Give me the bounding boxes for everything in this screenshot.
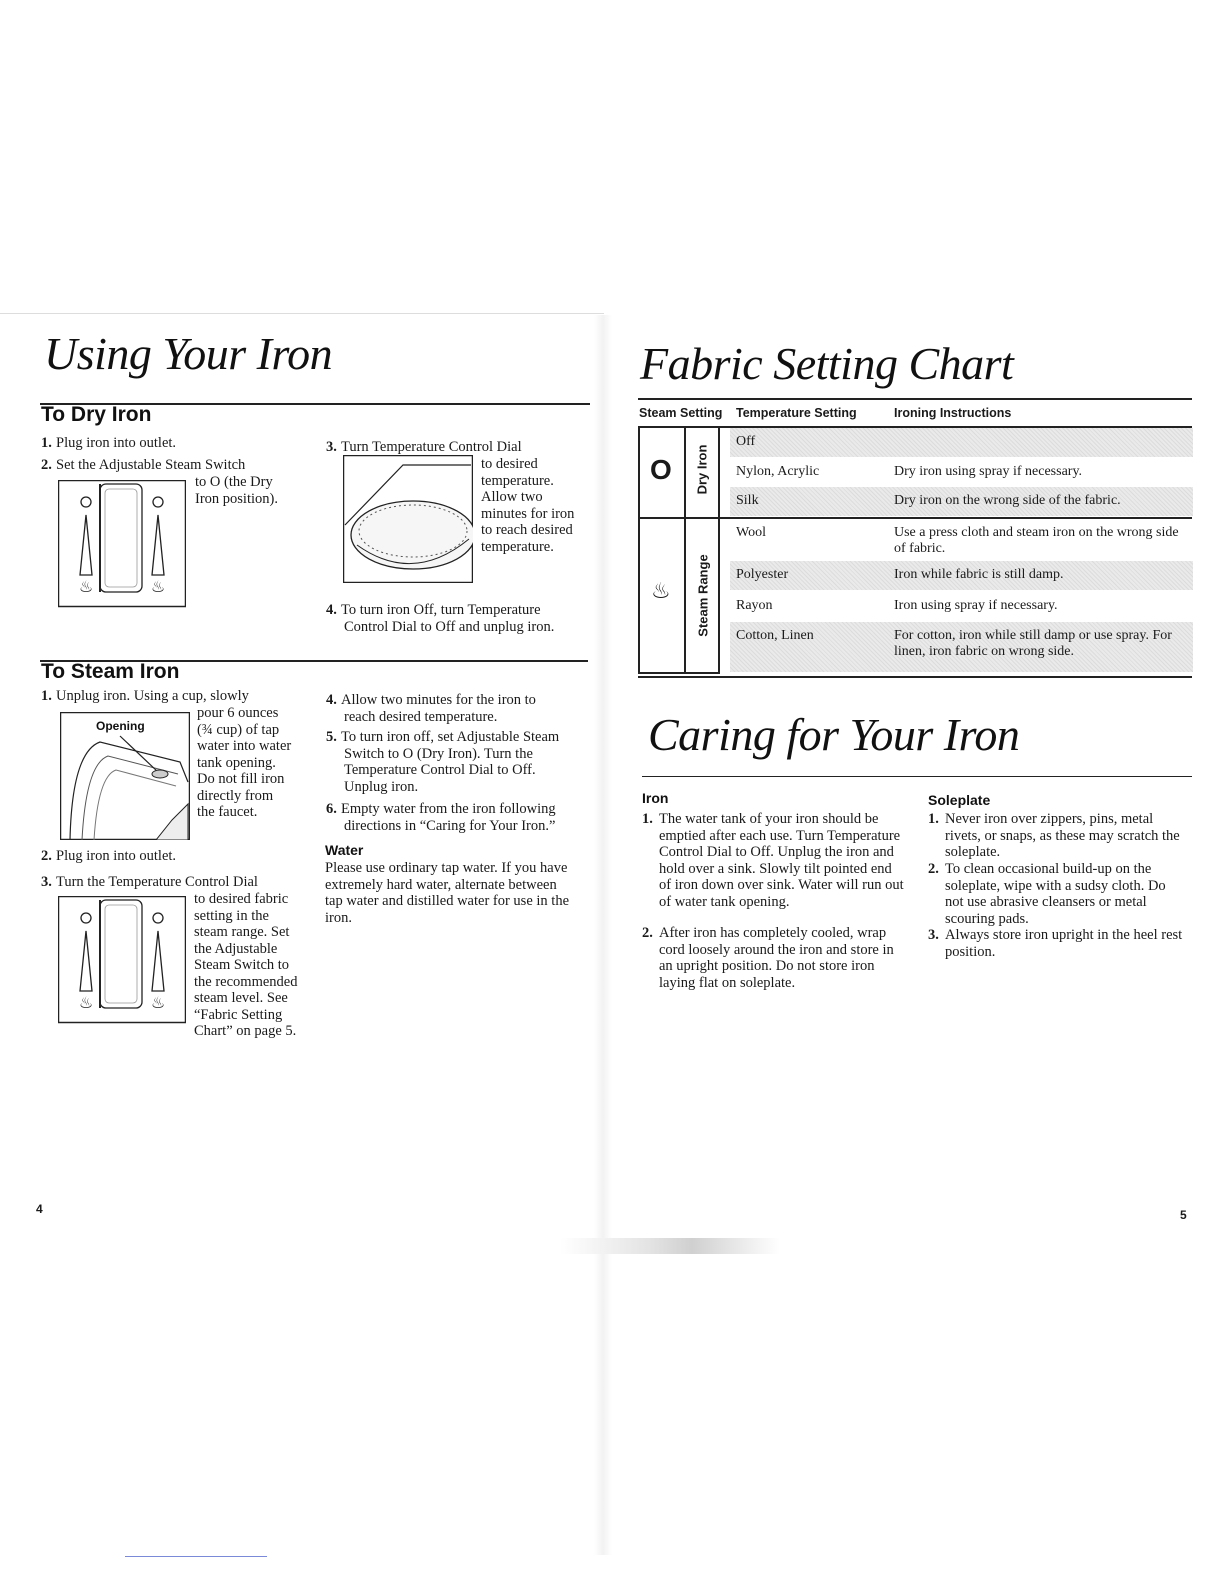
step-number: 1. xyxy=(41,688,52,704)
heading-to-dry-iron: To Dry Iron xyxy=(41,403,152,426)
step-text: Empty water from the iron following xyxy=(341,801,556,817)
steam-step-1 xyxy=(41,688,249,705)
instruction-text: Dry iron on the wrong side of the fabric. xyxy=(894,493,1121,508)
dry-step-2-cont xyxy=(195,474,278,507)
steam-switch-dry-diagram xyxy=(58,480,186,608)
fabric-label: Cotton, Linen xyxy=(736,628,814,643)
step-text-line: Control Dial to Off and unplug iron. xyxy=(344,618,555,635)
step-text-line: to desired xyxy=(481,456,538,472)
step-number: 4. xyxy=(326,602,337,618)
iron-care-step-1 xyxy=(642,811,904,910)
step-text-line: the recommended xyxy=(194,973,298,990)
step-text-line: to O (the Dry xyxy=(195,474,273,490)
step-text-line: the Adjustable xyxy=(194,940,278,957)
step-number: 3. xyxy=(928,927,939,943)
step-text: Always store iron upright in the heel rest position. xyxy=(945,927,1183,960)
step-text: To turn iron off, set Adjustable Steam xyxy=(341,729,560,745)
fabric-label: Rayon xyxy=(736,598,773,613)
bottom-shadow xyxy=(560,1238,780,1254)
page-title-fabric-setting-chart: Fabric Setting Chart xyxy=(640,338,1014,389)
step-text-line: (¾ cup) of tap xyxy=(197,721,280,738)
bottom-line xyxy=(125,1556,267,1557)
page-number-right: 5 xyxy=(1180,1208,1187,1222)
steam-step-6 xyxy=(326,801,556,834)
dry-step-4 xyxy=(326,602,554,635)
step-text-line: Temperature Control Dial to Off. xyxy=(344,762,536,778)
fabric-label: Off xyxy=(736,434,756,449)
header-temperature-setting: Temperature Setting xyxy=(736,406,857,420)
opening-label: Opening xyxy=(96,719,145,733)
step-number: 2. xyxy=(41,848,52,864)
steam-step-3-cont xyxy=(194,891,297,1040)
dry-symbol: O xyxy=(650,454,672,485)
instruction-text: Dry iron using spray if necessary. xyxy=(894,464,1083,479)
spine-shadow xyxy=(594,315,612,1555)
step-number: 1. xyxy=(928,811,939,827)
page-shadow-left xyxy=(0,313,604,314)
step-text-line: tank opening. xyxy=(197,754,276,771)
steam-step-5 xyxy=(326,729,559,795)
step-text-line: Switch to O (Dry Iron). Turn the xyxy=(344,745,533,762)
header-steam-setting: Steam Setting xyxy=(639,406,723,420)
svg-text:♨: ♨ xyxy=(150,579,166,596)
step-text: Unplug iron. Using a cup, slowly xyxy=(56,688,249,704)
fabric-label: Polyester xyxy=(736,567,789,582)
step-text-line: the faucet. xyxy=(197,804,258,820)
fabric-label: Wool xyxy=(736,525,766,540)
step-text-line: “Fabric Setting xyxy=(194,1006,283,1023)
iron-care-step-2 xyxy=(642,925,904,991)
heading-to-steam-iron: To Steam Iron xyxy=(41,660,180,683)
temperature-dial-diagram xyxy=(343,455,473,583)
fabric-label: Silk xyxy=(736,493,759,508)
step-text-line: to reach desired xyxy=(481,522,573,538)
step-text-line: Allow two xyxy=(481,489,543,505)
chart-row-rayon xyxy=(730,592,1193,621)
step-text-line: directions in “Caring for Your Iron.” xyxy=(344,817,556,834)
page-number-left: 4 xyxy=(36,1202,43,1216)
step-text-line: to desired fabric xyxy=(194,891,289,907)
steam-switch-steam-diagram xyxy=(58,896,186,1024)
step-number: 2. xyxy=(642,925,653,941)
svg-text:♨: ♨ xyxy=(78,579,94,596)
steam-range-label: Steam Range xyxy=(695,554,711,637)
instruction-text: Use a press cloth and steam iron on the wrong side of fabric. xyxy=(894,525,1179,556)
steam-step-1-cont xyxy=(197,705,291,821)
step-text-line: Chart” on page 5. xyxy=(194,1023,297,1039)
iron-heading: Iron xyxy=(642,790,669,806)
step-text-line: Steam Switch to xyxy=(194,957,290,973)
svg-text:♨: ♨ xyxy=(78,995,94,1012)
chart-row-wool xyxy=(730,519,1193,559)
step-text: Turn the Temperature Control Dial xyxy=(56,874,258,890)
step-text-line: steam range. Set xyxy=(194,924,290,940)
step-text-line: Unplug iron. xyxy=(344,778,419,795)
step-text: To turn iron Off, turn Temperature xyxy=(341,602,541,618)
step-text: Allow two minutes for the iron to xyxy=(341,692,536,708)
step-number: 2. xyxy=(41,457,52,473)
water-text: Please use ordinary tap water. If you have extremely hard water, alternate between tap water and distilled water for use in the iron. xyxy=(325,860,570,926)
step-number: 2. xyxy=(928,861,939,877)
steam-step-4 xyxy=(326,692,536,725)
dry-step-1 xyxy=(41,435,176,452)
svg-text:♨: ♨ xyxy=(150,995,166,1012)
step-text-line: Iron position). xyxy=(195,490,278,507)
step-text: Never iron over zippers, pins, metal rivets, or snaps, as these may scratch the soleplate. xyxy=(945,811,1180,860)
step-text-line: reach desired temperature. xyxy=(344,708,498,725)
step-text-line: pour 6 ounces xyxy=(197,705,279,721)
step-text: Plug iron into outlet. xyxy=(56,435,177,451)
steam-step-3 xyxy=(41,874,258,891)
step-text-line: setting in the xyxy=(194,907,269,924)
header-ironing-instructions: Ironing Instructions xyxy=(894,406,1012,420)
fabric-label: Nylon, Acrylic xyxy=(736,464,820,479)
step-text: Set the Adjustable Steam Switch xyxy=(56,457,246,473)
chart-row-nylon-acrylic xyxy=(730,458,1193,487)
step-number: 1. xyxy=(41,435,52,451)
step-text-line: steam level. See xyxy=(194,990,288,1006)
step-text-line: temperature. xyxy=(481,538,554,555)
chart-row-off xyxy=(730,428,1193,457)
chart-row-polyester xyxy=(730,561,1193,590)
step-number: 3. xyxy=(326,439,337,455)
soleplate-heading: Soleplate xyxy=(928,792,991,808)
sole-care-step-3 xyxy=(928,927,1183,960)
dry-step-3 xyxy=(326,439,522,456)
chart-inner-divider xyxy=(684,426,686,674)
step-number: 4. xyxy=(326,692,337,708)
steam-step-2 xyxy=(41,848,176,865)
step-text-line: temperature. xyxy=(481,472,554,489)
step-text: After iron has completely cooled, wrap cord loosely around the iron and store in an upright position. Do not store iron laying flat on soleplate. xyxy=(659,925,894,991)
water-heading: Water xyxy=(325,842,364,858)
step-text: Plug iron into outlet. xyxy=(56,848,177,864)
instruction-text: Iron while fabric is still damp. xyxy=(894,567,1064,582)
step-text-line: directly from xyxy=(197,787,274,804)
step-number: 3. xyxy=(41,874,52,890)
steam-icon: ♨ xyxy=(651,578,671,603)
page-title-caring-for-your-iron: Caring for Your Iron xyxy=(648,709,1020,760)
step-text: The water tank of your iron should be emptied after each use. Turn Temperature Control Dial to Off. Unplug the iron and hold over a sink. Slowly tilt pointed end of iron down over sink. Water will run out of water tank opening. xyxy=(659,811,904,910)
sole-care-step-2 xyxy=(928,861,1183,927)
chart-row-silk xyxy=(730,487,1193,516)
step-text-line: minutes for iron xyxy=(481,505,575,522)
step-number: 5. xyxy=(326,729,337,745)
page-title-using-your-iron: Using Your Iron xyxy=(44,328,333,379)
step-text-line: Do not fill iron xyxy=(197,771,285,787)
sole-care-step-1 xyxy=(928,811,1183,861)
dry-step-3-cont xyxy=(481,456,574,555)
step-text-line: water into water xyxy=(197,738,292,754)
chart-row-cotton-linen xyxy=(730,622,1193,672)
title-rule-right xyxy=(638,398,1192,400)
step-text: Turn Temperature Control Dial xyxy=(341,439,522,455)
care-rule xyxy=(642,776,1192,777)
instruction-text: For cotton, iron while still damp or use spray. For linen, iron fabric on wrong side. xyxy=(894,628,1172,659)
instruction-text: Iron using spray if necessary. xyxy=(894,598,1058,613)
dry-iron-label: Dry Iron xyxy=(694,444,710,495)
step-number: 1. xyxy=(642,811,653,827)
step-text: To clean occasional build-up on the soleplate, wipe with a sudsy cloth. Do not use abrasive cleansers or metal scouring pads. xyxy=(945,861,1166,927)
step-number: 6. xyxy=(326,801,337,817)
dry-step-2 xyxy=(41,457,245,474)
